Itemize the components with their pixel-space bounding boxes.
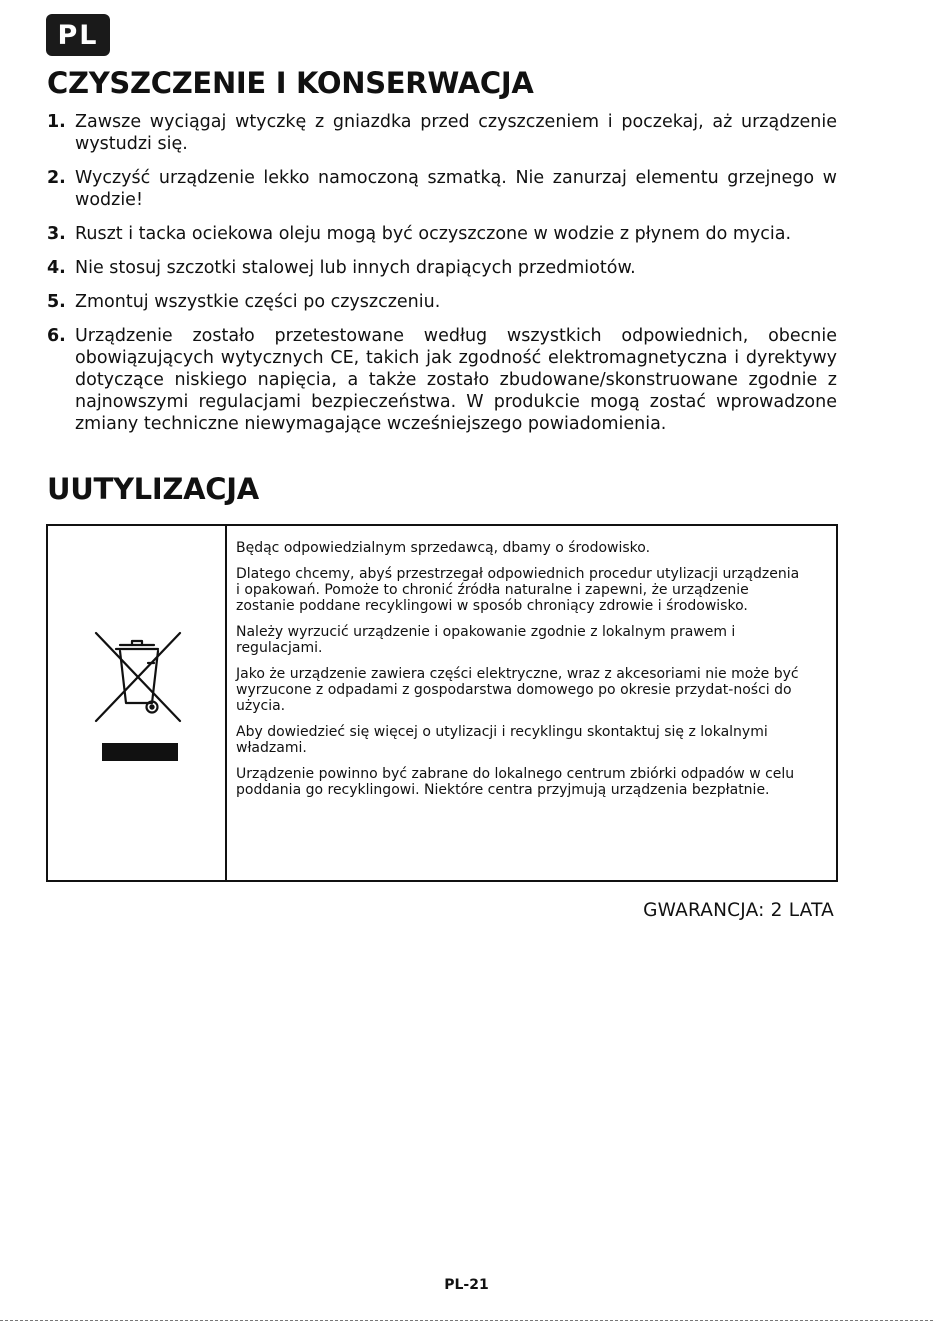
disposal-paragraph: Będąc odpowiedzialnym sprzedawcą, dbamy o środowisko. [236,540,651,556]
item-number: 5. [47,292,66,312]
item-number: 1. [47,112,66,132]
bottom-divider [0,1320,933,1321]
item-text: Ruszt i tacka ociekowa oleju mogą być oczyszczone w wodzie z płynem do mycia. [75,224,792,244]
disposal-text-cell [227,526,836,880]
solid-bar [102,743,178,761]
disposal-paragraph: Aby dowiedzieć się więcej o utylizacji i recyklingu skontaktuj się z lokalnymi władzami. [236,724,768,756]
disposal-paragraph: Należy wyrzucić urządzenie i opakowanie zgodnie z lokalnym prawem i regulacjami. [236,624,736,656]
warranty-text: GWARANCJA: 2 LATA [643,900,834,921]
disposal-paragraph: Jako że urządzenie zawiera części elektryczne, wraz z akcesoriami nie może być wyrzucone z odpadami z gospodarstwa domowego po okresie przydat-ności do użycia. [236,666,799,714]
cleaning-list [47,111,837,447]
list-item [47,223,837,245]
disposal-paragraph: Urządzenie powinno być zabrane do lokalnego centrum zbiórki odpadów w celu poddania go recyklingowi. Niektóre centra przyjmują urządzenia bezpłatnie. [236,766,795,798]
crossed-out-wheelie-bin-icon [92,629,184,761]
language-badge: PL [46,14,110,56]
item-text: Wyczyść urządzenie lekko namoczoną szmatką. Nie zanurzaj elementu grzejnego w wodzie! [75,168,837,210]
item-text: Zawsze wyciągaj wtyczkę z gniazdka przed czyszczeniem i poczekaj, aż urządzenie wystudzi się. [75,112,837,154]
list-item [47,257,837,279]
disposal-table [46,524,838,882]
list-item [47,167,837,211]
list-item [47,111,837,155]
disposal-paragraph: Dlatego chcemy, abyś przestrzegał odpowiednich procedur utylizacji urządzenia i opakowań. Pomoże to chronić źródła naturalne i zapewni, że urządzenie zostanie poddane recyklingowi w sposób chroniący zdrowie i środowisko. [236,566,800,614]
item-number: 6. [47,326,66,346]
cleaning-title: CZYSZCZENIE I KONSERWACJA [47,66,534,100]
page-number: PL-21 [444,1277,489,1293]
item-number: 2. [47,168,66,188]
list-item [47,291,837,313]
item-number: 3. [47,224,66,244]
item-number: 4. [47,258,66,278]
disposal-title: UUTYLIZACJA [47,472,259,506]
list-item [47,325,837,435]
disposal-icon-cell [48,526,227,880]
item-text: Zmontuj wszystkie części po czyszczeniu. [75,292,441,312]
item-text: Nie stosuj szczotki stalowej lub innych drapiących przedmiotów. [75,258,636,278]
item-text: Urządzenie zostało przetestowane według wszystkich odpowiednich, obecnie obowiązujących wytycznych CE, takich jak zgodność elektromagnetyczna i dyrektywy dotyczące niskiego napięcia, a także zostało zbudowane/skonstruowane zgodnie z najnowszymi regulacjami bezpieczeństwa. W produkcie mogą zostać wprowadzone zmiany techniczne niewymagające wcześniejszego powiadomienia. [75,326,837,434]
